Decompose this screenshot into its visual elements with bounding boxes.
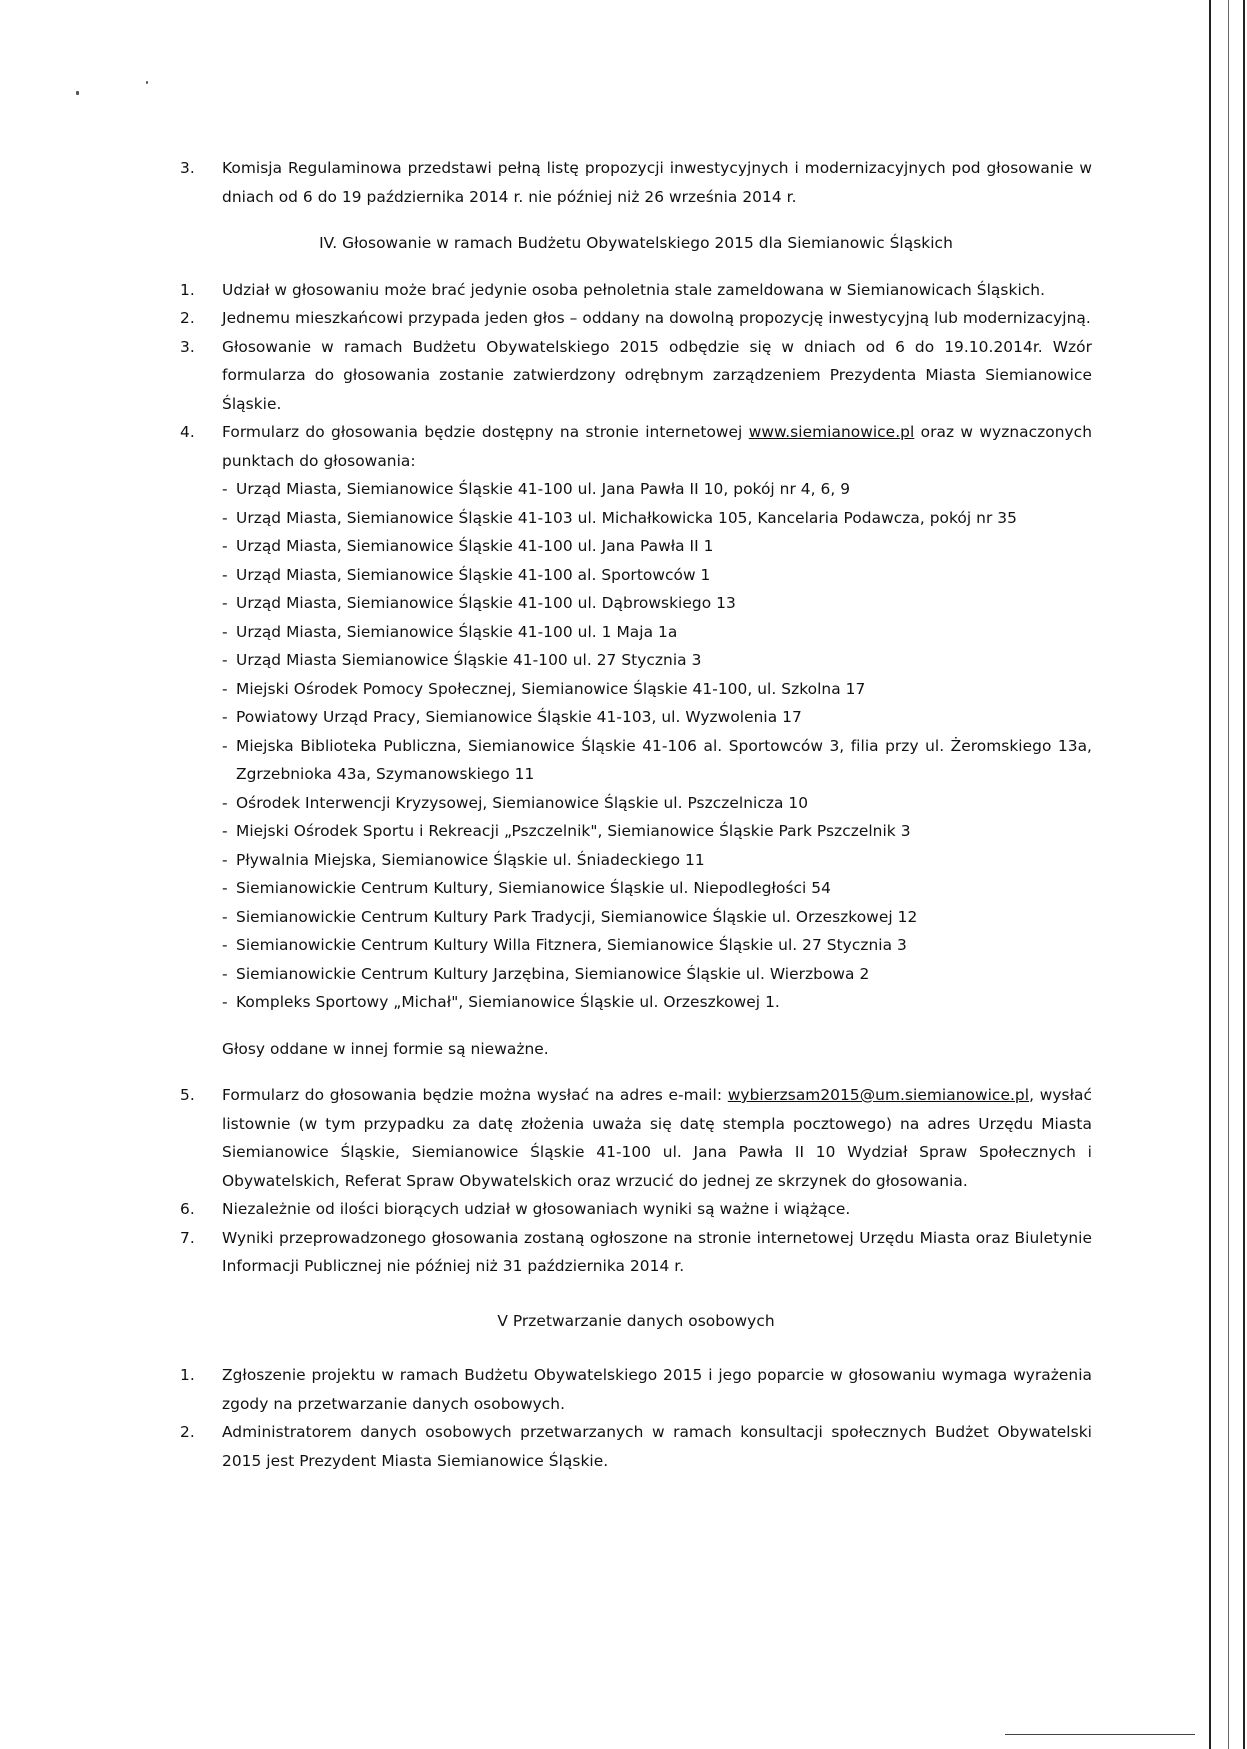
list-item: - Urząd Miasta, Siemianowice Śląskie 41-100 ul. Jana Pawła II 10, pokój nr 4, 6, 9: [222, 480, 851, 498]
list-item: - Urząd Miasta, Siemianowice Śląskie 41-103 ul. Michałkowicka 105, Kancelaria Podawcza, pokój nr 35: [222, 508, 1017, 527]
list-item: - Siemianowickie Centrum Kultury, Siemianowice Śląskie ul. Niepodległości 54: [222, 879, 831, 897]
list-item: - Powiatowy Urząd Pracy, Siemianowice Śląskie 41-103, ul. Wyzwolenia 17: [222, 708, 802, 726]
item-number: 5.: [180, 1086, 195, 1104]
item-number: 3.: [180, 159, 195, 177]
scan-bottom-line: [1005, 1734, 1195, 1735]
item-number: 6.: [180, 1200, 195, 1218]
item-text: Wyniki przeprowadzonego głosowania zostaną ogłoszone na stronie internetowej Urzędu Miasta oraz Biuletynie Informacji Publicznej nie później niż 31 października 2014 r.: [222, 1228, 1092, 1275]
list-item: [180, 1224, 1092, 1281]
list-item: - Pływalnia Miejska, Siemianowice Śląskie ul. Śniadeckiego 11: [222, 850, 705, 869]
item-text: Niezależnie od ilości biorących udział w głosowaniach wyniki są ważne i wiążące.: [222, 1200, 851, 1218]
email-link[interactable]: wybierzsam2015@um.siemianowice.pl: [727, 1086, 1030, 1104]
list-item: - Miejska Biblioteka Publiczna, Siemianowice Śląskie 41-106 al. Sportowców 3, filia przy ul. Żeromskiego 13a, Zgrzebnioka 43a, Szymanowskiego 11: [222, 736, 1092, 783]
section-heading-personal-data: V Przetwarzanie danych osobowych: [497, 1311, 775, 1330]
invalid-votes-note: Głosy oddane w innej formie są nieważne.: [222, 1039, 549, 1058]
list-item: [180, 276, 1092, 305]
list-item: - Miejski Ośrodek Sportu i Rekreacji „Pszczelnik", Siemianowice Śląskie Park Pszczelnik 3: [222, 822, 911, 840]
item-text: Zgłoszenie projektu w ramach Budżetu Obywatelskiego 2015 i jego poparcie w głosowaniu wymaga wyrażenia zgody na przetwarzanie danych osobowych.: [222, 1366, 1092, 1413]
scan-edge-line-thin: [1228, 0, 1229, 1749]
list-item: [180, 333, 1092, 419]
list-item: - Urząd Miasta Siemianowice Śląskie 41-100 ul. 27 Stycznia 3: [222, 651, 702, 669]
list-item: - Siemianowickie Centrum Kultury Park Tradycji, Siemianowice Śląskie ul. Orzeszkowej 12: [222, 907, 918, 926]
item-number: 3.: [180, 337, 195, 356]
section-heading-voting: IV. Głosowanie w ramach Budżetu Obywatelskiego 2015 dla Siemianowic Śląskich: [319, 234, 953, 252]
list-item: - Ośrodek Interwencji Kryzysowej, Siemianowice Śląskie ul. Pszczelnicza 10: [222, 793, 809, 812]
item-number: 2.: [180, 309, 195, 327]
list-item: - Kompleks Sportowy „Michał", Siemianowice Śląskie ul. Orzeszkowej 1.: [222, 993, 780, 1011]
list-item: - Urząd Miasta, Siemianowice Śląskie 41-100 ul. Jana Pawła II 1: [222, 537, 714, 555]
list-item: [180, 1418, 1092, 1475]
list-item: [180, 1195, 1092, 1224]
list-item: - Siemianowickie Centrum Kultury Jarzębina, Siemianowice Śląskie ul. Wierzbowa 2: [222, 964, 870, 983]
list-item: [180, 1361, 1092, 1418]
item-text: Formularz do głosowania będzie dostępny na stronie internetowej: [222, 423, 749, 441]
item-text: Formularz do głosowania będzie można wysłać na adres e-mail:: [222, 1086, 728, 1104]
list-item: - Urząd Miasta, Siemianowice Śląskie 41-100 ul. Dąbrowskiego 13: [222, 594, 736, 612]
list-item: - Siemianowickie Centrum Kultury Willa Fitznera, Siemianowice Śląskie ul. 27 Stycznia 3: [222, 936, 907, 954]
item-text: Głosowanie w ramach Budżetu Obywatelskiego 2015 odbędzie się w dniach od 6 do 19.10.2014r. Wzór formularza do głosowania zostanie zatwierdzony odrębnym zarządzeniem Prezydenta Miasta Siemianowice Śląskie.: [222, 337, 1092, 413]
list-item: [180, 418, 1092, 475]
item-number: 1.: [180, 280, 195, 299]
scan-speck: [76, 91, 79, 95]
item-number: 4.: [180, 423, 195, 441]
item-text: Administratorem danych osobowych przetwarzanych w ramach konsultacji społecznych Budżet Obywatelski 2015 jest Prezydent Miasta Siemianowice Śląskie.: [222, 1423, 1092, 1470]
item-text: oraz w wyznaczonych punktach do głosowania:: [222, 423, 1093, 470]
website-link[interactable]: www.siemianowice.pl: [748, 423, 915, 441]
document-body: [180, 154, 1092, 1475]
voting-locations-list: [180, 475, 1092, 1017]
item-number: 7.: [180, 1228, 195, 1247]
list-item: - Urząd Miasta, Siemianowice Śląskie 41-100 ul. 1 Maja 1a: [222, 622, 678, 641]
item-text: Jednemu mieszkańcowi przypada jeden głos – oddany na dowolną propozycję inwestycyjną lub modernizacyjną.: [222, 309, 1091, 327]
list-item: - Urząd Miasta, Siemianowice Śląskie 41-100 al. Sportowców 1: [222, 565, 711, 584]
item-number: 2.: [180, 1423, 195, 1441]
commission-paragraph: [180, 154, 1092, 211]
list-item: - Miejski Ośrodek Pomocy Społecznej, Siemianowice Śląskie 41-100, ul. Szkolna 17: [222, 679, 866, 698]
scan-edge-line-outer: [1243, 0, 1245, 1749]
scan-edge-line: [1209, 0, 1211, 1749]
item-text: Udział w głosowaniu może brać jedynie osoba pełnoletnia stale zameldowana w Siemianowicach Śląskich.: [222, 280, 1046, 299]
item-text: Komisja Regulaminowa przedstawi pełną listę propozycji inwestycyjnych i modernizacyjnych pod głosowanie w dniach od 6 do 19 października 2014 r. nie później niż 26 września 2014 r.: [222, 159, 1092, 206]
item-number: 1.: [180, 1366, 195, 1384]
list-item: [180, 1081, 1092, 1195]
item-text: , wysłać listownie (w tym przypadku za datę złożenia uważa się datę stempla pocztowego) na adres Urzędu Miasta Siemianowice Śląskie, Siemianowice Śląskie 41-100 ul. Jana Pawła II 10 Wydział Spraw Społecznych i Obywatelskich, Referat Spraw Obywatelskich oraz wrzucić do jednej ze skrzynek do głosowania.: [222, 1086, 1092, 1190]
scan-speck: [146, 81, 148, 84]
list-item: [180, 304, 1092, 333]
